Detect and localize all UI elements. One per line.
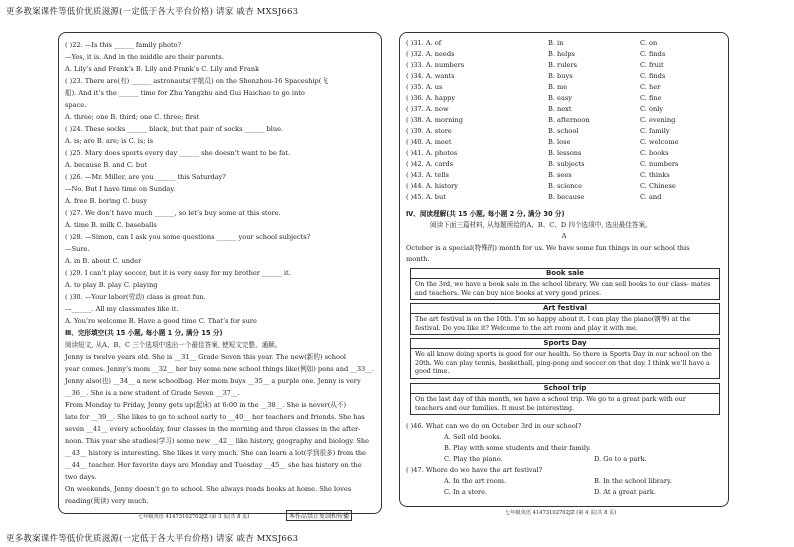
q22-options: A. Lily’s and Frank’s B. Lily and Frank’s C. Lily and Frank bbox=[65, 65, 260, 73]
art-festival-title: Art festival bbox=[411, 304, 719, 314]
sports-day-text: We all know doing sports is good for our health. So there is Sports Day in our school on the 20th. We can play tennis, basketball, ping-pong and soccer on that day. I think we’ll have a good time. bbox=[415, 350, 712, 376]
cloze-line: Jenny is twelve years old. She is __31__ Grade Seven this year. The new(新的) school bbox=[65, 353, 347, 361]
option-a: ( )33. A. numbers bbox=[406, 61, 465, 69]
option-c: C. only bbox=[640, 105, 664, 113]
option-b: B. subjects bbox=[548, 160, 585, 168]
left-page-footer: 七年级英语 41473102702JZ (第 3 页(共 8 页) bbox=[138, 514, 250, 520]
option-a: ( )36. A. happy bbox=[406, 94, 456, 102]
section-3-instructions: 阅读短文, 从A、B、C 三个选项中选出一个最佳答案, 使短文完整、通顺。 bbox=[65, 341, 282, 349]
art-festival-box bbox=[410, 303, 720, 335]
school-trip-box bbox=[410, 383, 720, 415]
right-page-footer: 七年级英语 41473102702JZ (第 4 页(共 8 页) bbox=[505, 510, 617, 516]
option-a: ( )31. A. of bbox=[406, 39, 442, 47]
q47-option-a: A. In the art room. bbox=[444, 477, 507, 485]
q30-stem: ( )30. —Your labor(劳动) class is great fun. bbox=[65, 293, 206, 301]
q26-options: A. free B. boring C. busy bbox=[65, 197, 148, 205]
option-c: C. welcome bbox=[640, 138, 679, 146]
option-a: ( )44. A. history bbox=[406, 182, 459, 190]
cloze-line: two days. bbox=[65, 473, 97, 481]
sports-day-box bbox=[410, 338, 720, 379]
option-a: ( )43. A. tells bbox=[406, 171, 449, 179]
option-b: B. science bbox=[548, 182, 582, 190]
q28-stem: ( )28. —Simon, can I ask you some questions ______ your school subjects? bbox=[65, 233, 311, 241]
option-b: B. me bbox=[548, 83, 568, 91]
option-c: C. Chinese bbox=[640, 182, 676, 190]
option-a: ( )38. A. morning bbox=[406, 116, 463, 124]
q23-stem-2: 船). And it’s the ______ time for Zhu Yangzhu and Gui Haichao to go into bbox=[65, 89, 305, 97]
art-festival-text: The art festival is on the 10th. I’m so happy about it. I can play the piano(钢琴) at the festival. Do you like it? Welcome to the art room and play it with me. bbox=[415, 315, 691, 332]
page-header-ad: 更多教案课件等低价优质滋源(一定低于各大平台价格) 请家 戚杏 MXSJ663 bbox=[6, 7, 299, 17]
cloze-option-row bbox=[406, 61, 724, 70]
q24-options: A. is; are B. are; is C. is; is bbox=[65, 137, 154, 145]
cloze-line: noon. This year she studies(学习) some new __42__ like history, geography and biology. She bbox=[65, 437, 370, 445]
option-c: C. numbers bbox=[640, 160, 679, 168]
cloze-option-row bbox=[406, 116, 724, 125]
q25-options: A. because B. and C. but bbox=[65, 161, 147, 169]
school-trip-title: School trip bbox=[411, 384, 719, 394]
section-4-title: Ⅳ、阅读理解(共 15 小题, 每小题 2 分, 满分 30 分) bbox=[406, 210, 565, 218]
q27-options: A. time B. milk C. baseballs bbox=[65, 221, 157, 229]
option-c: C. on bbox=[640, 39, 658, 47]
q28-options: A. in B. about C. under bbox=[65, 257, 142, 265]
passage-letter: A bbox=[561, 232, 567, 240]
q29-options: A. to play B. play C. playing bbox=[65, 281, 158, 289]
option-c: C. thinks bbox=[640, 171, 670, 179]
q47-option-d: D. At a great park. bbox=[594, 488, 657, 496]
option-b: B. buys bbox=[548, 72, 573, 80]
option-b: B. school bbox=[548, 127, 579, 135]
book-sale-title: Book sale bbox=[411, 269, 719, 279]
school-trip-text: On the last day of this month, we have a school trip. We go to a great park with our teachers and our families. It must be interesting. bbox=[415, 395, 686, 412]
option-c: C. evening bbox=[640, 116, 676, 124]
q30-dialog: —______. All my classmates like it. bbox=[65, 305, 179, 313]
cloze-option-row bbox=[406, 105, 724, 114]
cloze-option-row bbox=[406, 182, 724, 191]
page-footer-ad: 更多教案课件等低价优质滋源(一定低于各大平台价格) 请家 戚杏 MXSJ663 bbox=[6, 534, 299, 544]
section-3-title: Ⅲ、完形填空(共 15 小题, 每小题 1 分, 满分 15 分) bbox=[65, 329, 223, 337]
option-a: ( )42. A. cards bbox=[406, 160, 454, 168]
option-a: ( )45. A. but bbox=[406, 193, 446, 201]
option-a: ( )40. A. meet bbox=[406, 138, 452, 146]
q46-stem: ( )46. What can we do on October 3rd in our school? bbox=[406, 422, 582, 430]
cloze-option-row bbox=[406, 160, 724, 169]
cloze-option-row bbox=[406, 50, 724, 59]
q47-option-c: C. In a store. bbox=[444, 488, 488, 496]
cloze-line: On weekends, Jenny doesn’t go to school. She always reads books at home. She loves bbox=[65, 485, 352, 493]
cloze-line: __44__ teacher. Her favorite days are Monday and Tuesday __45__ she has history on the bbox=[65, 461, 362, 469]
q23-options: A. three; one B. third; one C. three; first bbox=[65, 113, 200, 121]
q28-dialog: —Sure. bbox=[65, 245, 90, 253]
q46-option-d: D. Go to a park. bbox=[594, 455, 647, 463]
q46-option-a: A. Sell old books. bbox=[444, 433, 502, 441]
option-b: B. because bbox=[548, 193, 585, 201]
q30-options: A. You’re welcome B. Have a good time C. That’s for sure bbox=[65, 317, 257, 325]
cloze-line: late for __39__. She likes to go to school early to __40__ her teachers and friends. She has bbox=[65, 413, 365, 421]
cloze-option-row bbox=[406, 39, 724, 48]
option-b: B. next bbox=[548, 105, 572, 113]
cloze-option-row bbox=[406, 193, 724, 202]
cloze-option-row bbox=[406, 127, 724, 136]
q26-dialog: —No. But I have time on Sunday. bbox=[65, 185, 176, 193]
option-c: C. finds bbox=[640, 72, 666, 80]
option-c: C. finds bbox=[640, 50, 666, 58]
option-c: C. books bbox=[640, 149, 669, 157]
q23-stem: ( )23. There are(有) ______ astronauts(宇航员) on the Shenzhou-16 Spaceship(飞 bbox=[65, 77, 328, 85]
cloze-line: __43__ history is interesting. She likes it very much. She can learn a lot(学到很多) from the bbox=[65, 449, 367, 457]
q46-option-b: B. Play with some students and their family. bbox=[444, 444, 591, 452]
q24-stem: ( )24. These socks ______ black, but that pair of socks ______ blue. bbox=[65, 125, 284, 133]
option-a: ( )37. A. now bbox=[406, 105, 449, 113]
option-b: B. easy bbox=[548, 94, 572, 102]
cloze-option-row bbox=[406, 149, 724, 158]
q22-stem: ( )22. —Is this ______ family photo? bbox=[65, 41, 182, 49]
passage-intro: October is a special(特殊的) month for us. We have some fun things in our school this bbox=[406, 244, 690, 252]
option-b: B. lessons bbox=[548, 149, 582, 157]
q29-stem: ( )29. I can’t play soccer, but it is very easy for my brother ______ it. bbox=[65, 269, 291, 277]
right-page bbox=[399, 32, 729, 507]
q23-stem-3: space. bbox=[65, 101, 87, 109]
left-page bbox=[58, 32, 382, 514]
cloze-line: year comes. Jenny’s mom __32__ her buy some new school things like(例如) pens and __33__. bbox=[65, 365, 374, 373]
section-4-instructions: 阅读下面三篇材料, 从每题所给的A、B、C、D 四个选项中, 选出最佳答案。 bbox=[430, 221, 652, 229]
q25-stem: ( )25. Mary does sports every day ______ she doesn’t want to be fat. bbox=[65, 149, 291, 157]
q46-option-c: C. Play the piano. bbox=[444, 455, 503, 463]
q47-stem: ( )47. Where do we have the art festival? bbox=[406, 466, 543, 474]
passage-intro: month. bbox=[406, 255, 430, 263]
q26-stem: ( )26. —Mr. Miller, are you ______ this Saturday? bbox=[65, 173, 226, 181]
cloze-option-row bbox=[406, 138, 724, 147]
cloze-option-row bbox=[406, 171, 724, 180]
option-b: B. rulers bbox=[548, 61, 577, 69]
cloze-line: reading(阅读) very much. bbox=[65, 497, 149, 505]
option-a: ( )34. A. wants bbox=[406, 72, 455, 80]
option-a: ( )32. A. needs bbox=[406, 50, 455, 58]
cloze-line: Jenny also(也) __34__ a new schoolbag. Her mom buys __35__ a purple one. Jenny is very bbox=[65, 377, 361, 385]
cloze-option-row bbox=[406, 72, 724, 81]
q47-option-b: B. In the school library. bbox=[594, 477, 672, 485]
cloze-line: From Monday to Friday, Jenny gets up(起床) at 6:00 in the __38__. She is never(从不) bbox=[65, 401, 347, 409]
option-b: B. lose bbox=[548, 138, 571, 146]
option-b: B. sees bbox=[548, 171, 572, 179]
book-sale-text: On the 3rd, we have a book sale in the school library. We can sell books to our class- mates and teachers. We can buy nice books at very good prices. bbox=[415, 280, 711, 297]
option-c: C. family bbox=[640, 127, 670, 135]
option-b: B. in bbox=[548, 39, 564, 47]
option-c: C. fine bbox=[640, 94, 662, 102]
book-sale-box bbox=[410, 268, 720, 300]
option-b: B. helps bbox=[548, 50, 575, 58]
option-b: B. afternoon bbox=[548, 116, 590, 124]
option-c: C. her bbox=[640, 83, 661, 91]
option-a: ( )41. A. photos bbox=[406, 149, 458, 157]
option-a: ( )35. A. us bbox=[406, 83, 443, 91]
copyright-stamp: 本作品禁止复制和传播 bbox=[286, 510, 352, 521]
option-c: C. and bbox=[640, 193, 662, 201]
cloze-line: seven __41__ every schoolday, four classes in the morning and three classes in the after- bbox=[65, 425, 361, 433]
sports-day-title: Sports Day bbox=[411, 339, 719, 349]
cloze-option-row bbox=[406, 94, 724, 103]
option-c: C. fruit bbox=[640, 61, 664, 69]
cloze-line: __36__. She is a new student of Grade Seven __37__. bbox=[65, 389, 240, 397]
q22-dialog: —Yes, it is. And in the middle are their parents. bbox=[65, 53, 224, 61]
cloze-option-row bbox=[406, 83, 724, 92]
option-a: ( )39. A. store bbox=[406, 127, 452, 135]
q27-stem: ( )27. We don’t have much ______, so let’s buy some at this store. bbox=[65, 209, 281, 217]
